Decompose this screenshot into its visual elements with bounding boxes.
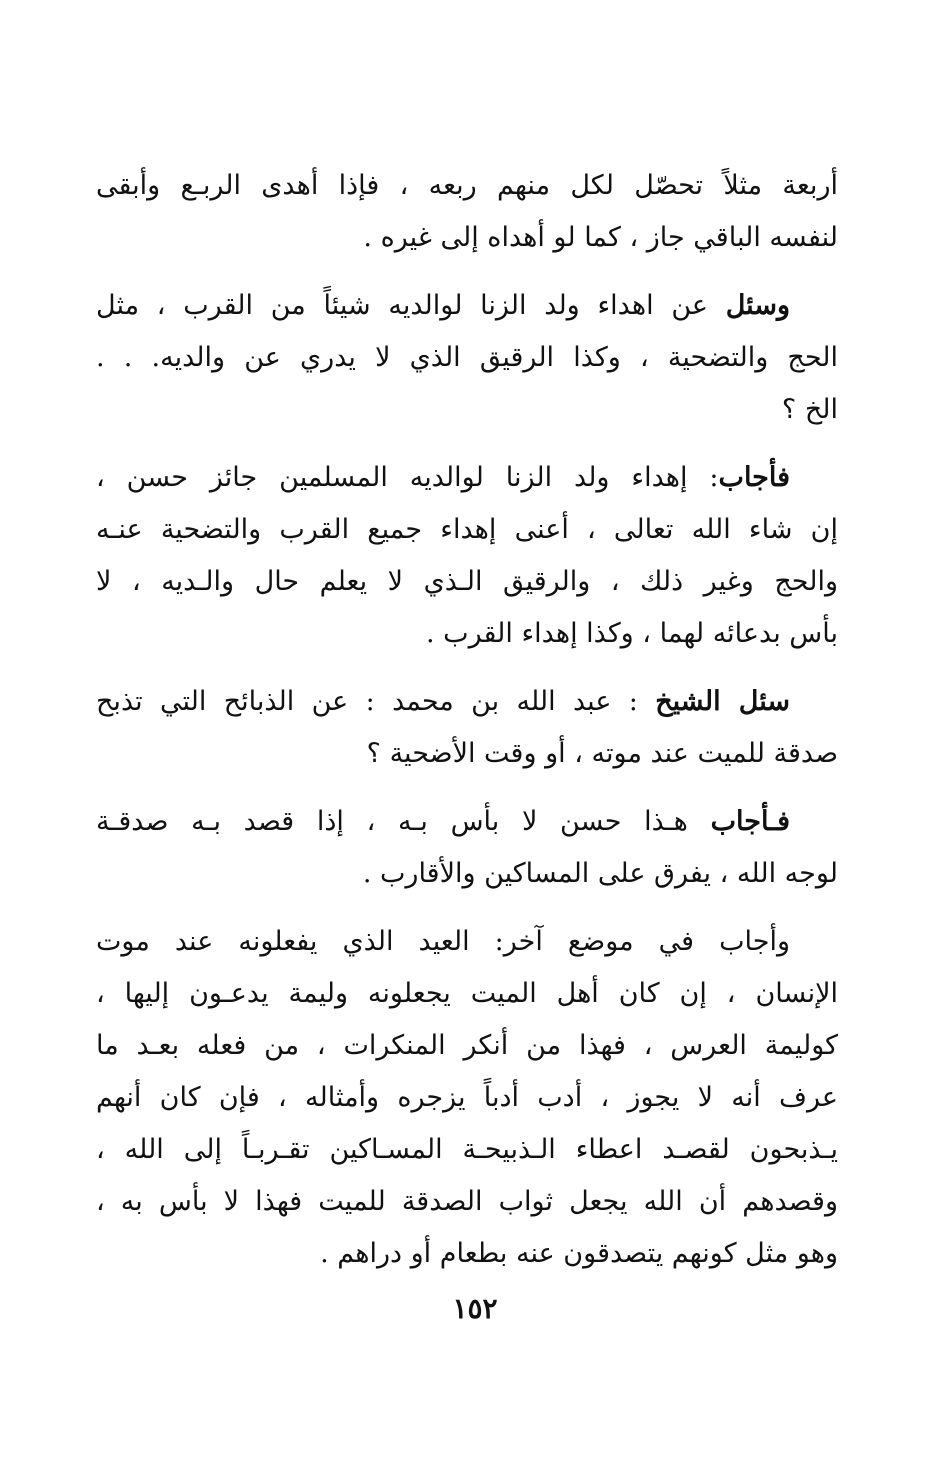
text-line: الإنسان ، إن كان أهل الميت يجعلونه وليمة يدعـون إليها ،	[96, 978, 838, 1009]
paragraph-1	[96, 160, 838, 264]
text-line: لوجه الله ، يفرق على المساكين والأقارب .	[362, 858, 838, 889]
page-body	[96, 160, 838, 1296]
bold-lead-word: سئل الشيخ	[655, 686, 790, 717]
paragraph-3	[96, 452, 838, 660]
text-line: وهو مثل كونهم يتصدقون عنه بطعام أو دراهم .	[320, 1238, 838, 1269]
text-line: وأجاب في موضع آخر: العيد الذي يفعلونه عند موت	[96, 926, 790, 957]
text-line: الخ ؟	[781, 394, 838, 425]
paragraph-6	[96, 916, 838, 1280]
paragraph-2	[96, 280, 838, 436]
text-line: إن شاء الله تعالى ، أعنى إهداء جميع القرب والتضحية عنـه	[96, 514, 838, 545]
text-line: عرف أنه لا يجوز ، أدب أدباً يزجره وأمثاله ، فإن كان أنهم	[96, 1082, 838, 1113]
text-line: بأس بدعائه لهما ، وكذا إهداء القرب .	[426, 618, 838, 649]
bold-lead-word: فـأجاب	[710, 806, 790, 837]
text-line: صدقة للميت عند موته ، أو وقت الأضحية ؟	[366, 738, 838, 769]
text-line: فـأجاب هـذا حسن لا بأس بـه ، إذا قصد بـه صدقـة	[96, 806, 790, 837]
text-line: سئل الشيخ : عبد الله بن محمد : عن الذبائح التي تذبح	[96, 686, 790, 717]
bold-lead-word: فأجاب	[718, 462, 790, 493]
bold-lead-word: وسئل	[725, 290, 790, 321]
text-line: الحج والتضحية ، وكذا الرقيق الذي لا يدري عن والديه. . .	[96, 342, 838, 373]
text-line: كوليمة العرس ، فهذا من أنكر المنكرات ، من فعله بعـد ما	[96, 1030, 838, 1061]
page-number: ١٥٢	[452, 1292, 498, 1325]
text-line: والحج وغير ذلك ، والرقيق الـذي لا يعلم حال والـديه ، لا	[96, 566, 838, 597]
text-line: أربعة مثلاً تحصّل لكل منهم ربعه ، فإذا أهدى الربـع وأبقى	[96, 170, 838, 201]
text-line: فأجاب: إهداء ولد الزنا لوالديه المسلمين جائز حسن ،	[96, 462, 790, 493]
text-line: لنفسه الباقي جاز ، كما لو أهداه إلى غيره .	[363, 222, 838, 253]
text-line: يـذبحون لقصـد اعطاء الـذبيحـة المسـاكين تقـربـاً إلى الله ،	[96, 1134, 838, 1165]
text-line: وقصدهم أن الله يجعل ثواب الصدقة للميت فهذا لا بأس به ،	[96, 1186, 838, 1217]
paragraph-5	[96, 796, 838, 900]
paragraph-4	[96, 676, 838, 780]
text-line: وسئل عن اهداء ولد الزنا لوالديه شيئاً من القرب ، مثل	[96, 290, 790, 321]
